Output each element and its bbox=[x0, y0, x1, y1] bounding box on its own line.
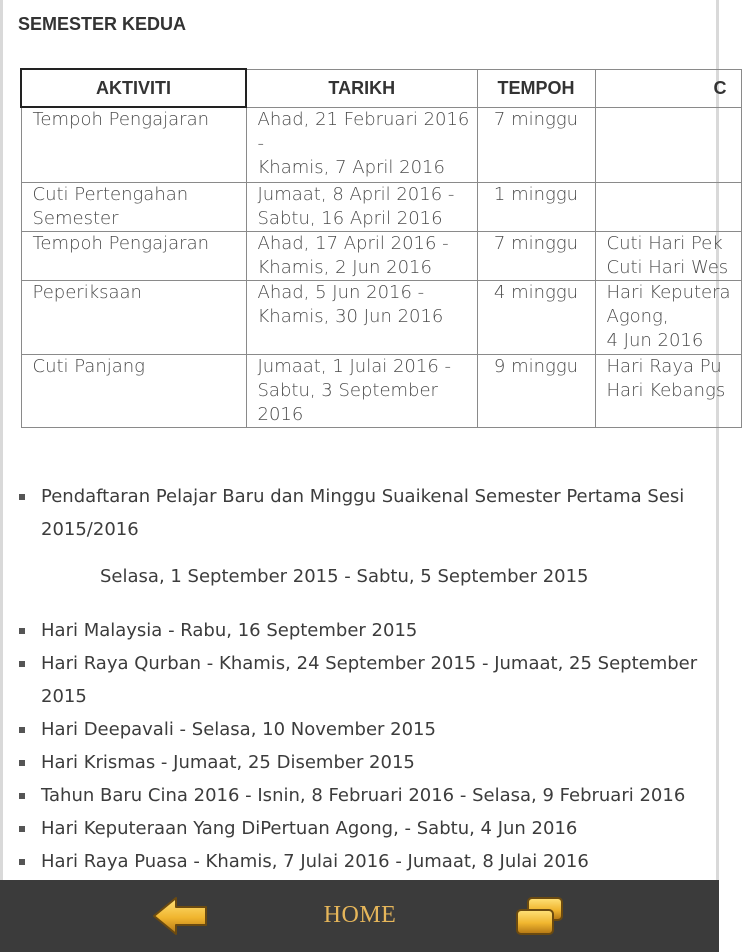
stacked-pages-icon bbox=[514, 896, 566, 936]
cell-cuti-line: Hari Keputera bbox=[606, 281, 731, 303]
cell-tarikh-line: Ahad, 17 April 2016 - bbox=[257, 232, 449, 254]
cell-cuti bbox=[595, 354, 741, 427]
back-arrow-icon bbox=[150, 894, 210, 938]
cell-aktiviti bbox=[21, 182, 246, 231]
cell-tempoh-line: 7 minggu bbox=[493, 232, 579, 254]
menu-button[interactable] bbox=[514, 896, 566, 936]
cell-aktiviti bbox=[21, 280, 246, 354]
bottom-nav-bar bbox=[0, 880, 719, 952]
cell-cuti bbox=[595, 182, 741, 231]
cell-tempoh bbox=[477, 182, 595, 231]
list-item bbox=[18, 746, 698, 779]
list-item-text: Hari Deepavali - Selasa, 10 November 2015 bbox=[41, 719, 436, 740]
table-row bbox=[21, 354, 741, 427]
cell-tempoh bbox=[477, 231, 595, 280]
section-title: SEMESTER KEDUA bbox=[18, 14, 187, 34]
cell-tempoh bbox=[477, 354, 595, 427]
table-row bbox=[21, 182, 741, 231]
table-header-row bbox=[21, 69, 741, 107]
cell-tarikh bbox=[246, 280, 477, 354]
cell-tarikh bbox=[246, 182, 477, 231]
cell-tempoh-line: 1 minggu bbox=[493, 183, 579, 205]
list-item bbox=[18, 812, 698, 845]
cell-tarikh bbox=[246, 354, 477, 427]
list-item-subtext: Selasa, 1 September 2015 - Sabtu, 5 September 2015 bbox=[100, 566, 589, 587]
table-row bbox=[21, 107, 741, 182]
cell-tarikh-line: Khamis, 2 Jun 2016 bbox=[257, 256, 432, 278]
list-item-text: Hari Krismas - Jumaat, 25 Disember 2015 bbox=[41, 752, 415, 773]
cell-aktiviti-line: Tempoh Pengajaran bbox=[32, 232, 210, 254]
cell-tarikh-line: Ahad, 21 Februari 2016 bbox=[257, 108, 470, 130]
cell-cuti-line: Cuti Hari Pek bbox=[606, 232, 723, 254]
list-item bbox=[18, 647, 698, 713]
cell-tarikh-line: Khamis, 30 Jun 2016 bbox=[257, 305, 444, 327]
list-item bbox=[18, 713, 698, 746]
cell-aktiviti bbox=[21, 354, 246, 427]
cell-tarikh-line: Sabtu, 16 April 2016 bbox=[257, 207, 443, 229]
cell-aktiviti bbox=[21, 107, 246, 182]
list-item bbox=[18, 845, 698, 878]
back-button[interactable] bbox=[150, 894, 210, 938]
cell-cuti-line: Agong, bbox=[606, 305, 669, 327]
list-item bbox=[18, 480, 698, 546]
header-tempoh: TEMPOH bbox=[477, 69, 595, 107]
cell-tempoh bbox=[477, 107, 595, 182]
cell-tarikh-line: Khamis, 7 April 2016 bbox=[257, 156, 445, 178]
bullet-square-icon bbox=[19, 661, 25, 667]
cell-aktiviti-line: Peperiksaan bbox=[32, 281, 142, 303]
header-aktiviti: AKTIVITI bbox=[21, 69, 246, 107]
list-item-text: 2015 bbox=[41, 686, 87, 707]
list-item-text: Hari Raya Qurban - Khamis, 24 September 2015 - Jumaat, 25 September bbox=[41, 653, 698, 674]
list-item-text: Hari Keputeraan Yang DiPertuan Agong, - Sabtu, 4 Jun 2016 bbox=[41, 818, 578, 839]
left-border bbox=[0, 0, 3, 880]
bullet-square-icon bbox=[19, 859, 25, 865]
cell-aktiviti-line: Tempoh Pengajaran bbox=[32, 109, 210, 130]
cell-cuti-line: 4 Jun 2016 bbox=[606, 329, 704, 351]
schedule-table bbox=[20, 68, 742, 428]
cell-tarikh-line: 2016 bbox=[257, 403, 304, 425]
holiday-list bbox=[18, 480, 698, 878]
home-button[interactable]: HOME bbox=[323, 902, 397, 928]
bullet-square-icon bbox=[19, 760, 25, 766]
header-cuti: C bbox=[595, 69, 741, 107]
list-item-text: Hari Malaysia - Rabu, 16 September 2015 bbox=[41, 620, 418, 641]
cell-tempoh-line: 7 minggu bbox=[493, 108, 579, 130]
list-item bbox=[18, 614, 698, 647]
cell-cuti bbox=[595, 280, 741, 354]
cell-tarikh-line: Ahad, 5 Jun 2016 - bbox=[257, 281, 425, 303]
cell-aktiviti-line: Cuti Pertengahan bbox=[32, 183, 189, 205]
bullet-square-icon bbox=[19, 628, 25, 634]
cell-aktiviti-line: Cuti Panjang bbox=[32, 355, 145, 377]
list-item-text: 2015/2016 bbox=[41, 519, 139, 540]
cell-cuti-line: Hari Raya Pu bbox=[606, 355, 722, 377]
cell-tarikh bbox=[246, 107, 477, 182]
cell-tempoh-line: 9 minggu bbox=[493, 355, 579, 377]
cell-tarikh-line: Sabtu, 3 September bbox=[257, 379, 438, 401]
cell-tarikh-line: - bbox=[257, 132, 264, 154]
cell-cuti bbox=[595, 231, 741, 280]
bullet-square-icon bbox=[19, 826, 25, 832]
cell-cuti-line: Cuti Hari Wes bbox=[606, 256, 729, 278]
list-item-text: Hari Raya Puasa - Khamis, 7 Julai 2016 - Jumaat, 8 Julai 2016 bbox=[41, 851, 589, 872]
cell-aktiviti-line: Semester bbox=[32, 207, 119, 229]
cell-tempoh-line: 4 minggu bbox=[493, 281, 579, 303]
bullet-square-icon bbox=[19, 727, 25, 733]
bullet-square-icon bbox=[19, 494, 25, 500]
table-row bbox=[21, 231, 741, 280]
list-item-text: Tahun Baru Cina 2016 - Isnin, 8 Februari 2016 - Selasa, 9 Februari 2016 bbox=[41, 785, 686, 806]
cell-tarikh-line: Jumaat, 1 Julai 2016 - bbox=[257, 355, 451, 377]
list-item bbox=[18, 779, 698, 812]
list-item-text: Pendaftaran Pelajar Baru dan Minggu Suaikenal Semester Pertama Sesi bbox=[41, 486, 685, 507]
table-row bbox=[21, 280, 741, 354]
cell-cuti-line: Hari Kebangs bbox=[606, 379, 726, 401]
cell-tempoh bbox=[477, 280, 595, 354]
cell-cuti bbox=[595, 107, 741, 182]
bullet-square-icon bbox=[19, 793, 25, 799]
cell-aktiviti bbox=[21, 231, 246, 280]
header-tarikh: TARIKH bbox=[246, 69, 477, 107]
cell-tarikh-line: Jumaat, 8 April 2016 - bbox=[257, 183, 455, 205]
cell-tarikh bbox=[246, 231, 477, 280]
